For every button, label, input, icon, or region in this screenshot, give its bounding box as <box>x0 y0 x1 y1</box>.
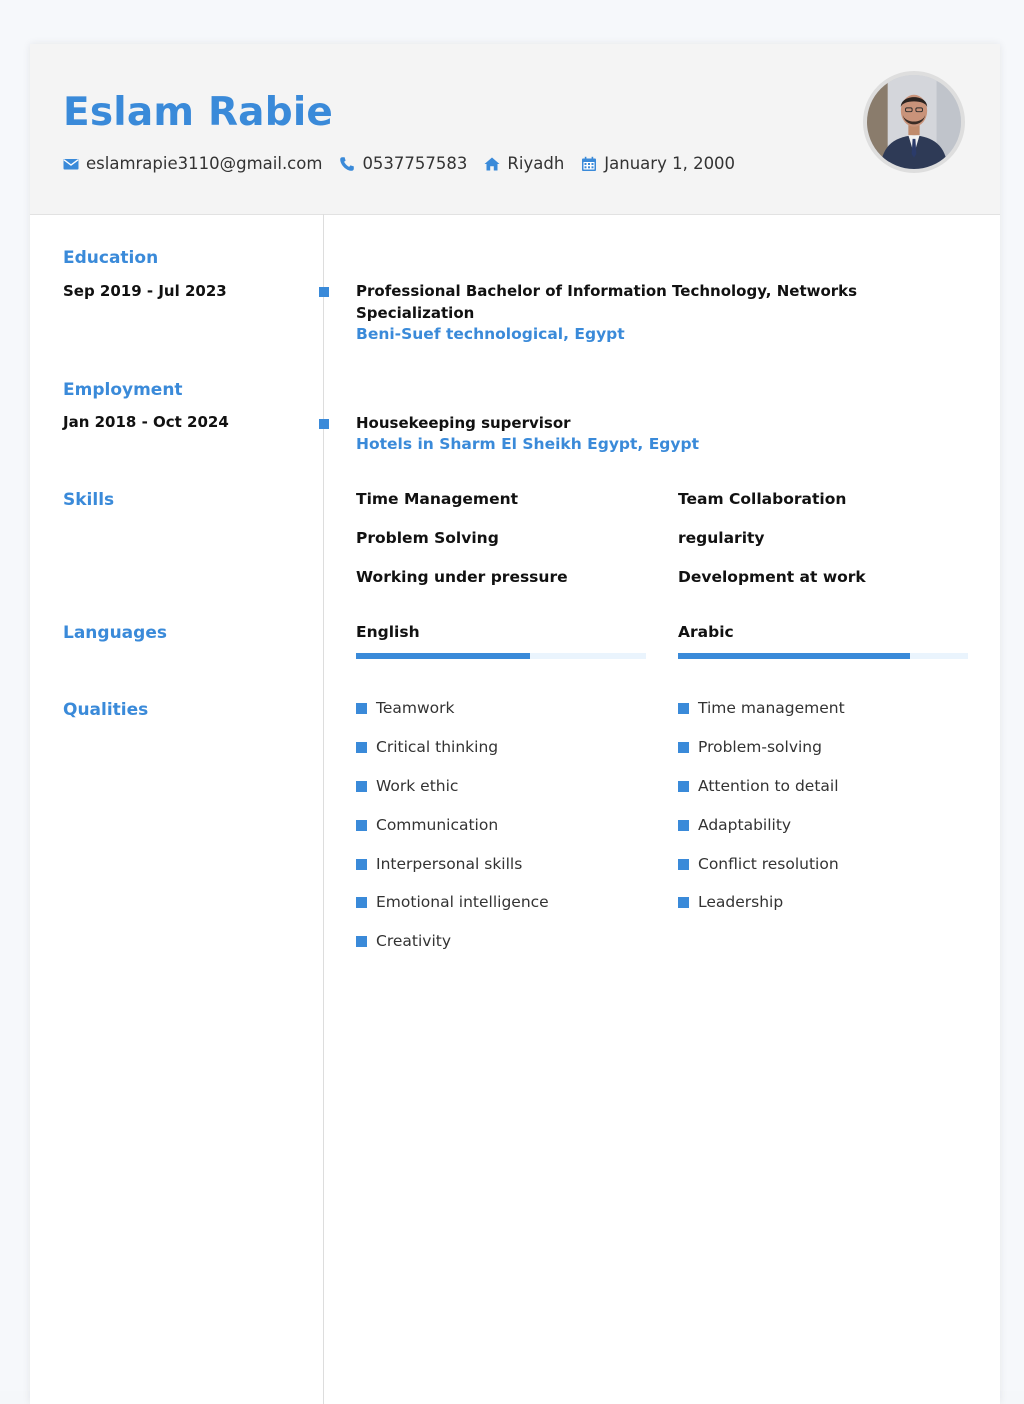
calendar-icon <box>581 156 597 172</box>
skill-item: Team Collaboration <box>678 490 847 508</box>
employment-heading: Employment <box>63 380 183 400</box>
email-text: eslamrapie3110@gmail.com <box>86 154 323 173</box>
quality-label: Leadership <box>698 893 784 911</box>
language-name: English <box>356 623 420 641</box>
language-level-bar <box>678 653 968 659</box>
employment-employer: Hotels in Sharm El Sheikh Egypt, Egypt <box>356 435 699 453</box>
bullet-square-icon <box>356 703 367 714</box>
bullet-square-icon <box>678 742 689 753</box>
quality-label: Teamwork <box>376 699 455 717</box>
phone-icon <box>339 156 355 172</box>
employment-date-range: Jan 2018 - Oct 2024 <box>63 413 229 431</box>
profile-photo <box>863 71 965 173</box>
skill-item: Working under pressure <box>356 568 568 586</box>
envelope-icon <box>63 156 79 172</box>
contact-location <box>484 154 564 173</box>
quality-label: Communication <box>376 816 499 834</box>
quality-label: Adaptability <box>698 816 792 834</box>
skill-item: Time Management <box>356 490 519 508</box>
employment-position: Housekeeping supervisor <box>356 414 571 432</box>
quality-label: Conflict resolution <box>698 855 839 873</box>
bullet-square-icon <box>678 859 689 870</box>
quality-label: Emotional intelligence <box>376 893 549 911</box>
education-heading: Education <box>63 248 159 268</box>
quality-label: Creativity <box>376 932 452 950</box>
bullet-square-icon <box>356 936 367 947</box>
quality-label: Time management <box>698 699 845 717</box>
quality-item <box>678 738 822 756</box>
bullet-square-icon <box>356 781 367 792</box>
home-icon <box>484 156 500 172</box>
language-level-fill <box>356 653 530 659</box>
column-divider <box>323 214 324 1404</box>
quality-label: Critical thinking <box>376 738 499 756</box>
bullet-square-icon <box>356 820 367 831</box>
languages-heading: Languages <box>63 623 167 643</box>
contact-email <box>63 154 322 173</box>
bullet-square-icon <box>678 703 689 714</box>
quality-item <box>678 699 845 717</box>
quality-item <box>356 893 549 911</box>
language-level-bar <box>356 653 646 659</box>
phone-text: 0537757583 <box>362 154 468 173</box>
quality-item <box>356 777 458 795</box>
bullet-square-icon <box>678 781 689 792</box>
contact-row <box>63 154 752 173</box>
bullet-square-icon <box>356 859 367 870</box>
skills-heading: Skills <box>63 490 115 510</box>
bullet-square-icon <box>356 897 367 908</box>
skill-item: regularity <box>678 529 765 547</box>
qualities-heading: Qualities <box>63 700 149 720</box>
contact-birth-date <box>581 154 735 173</box>
candidate-name: Eslam Rabie <box>63 90 334 135</box>
quality-label: Work ethic <box>376 777 459 795</box>
quality-item <box>678 777 839 795</box>
skill-item: Development at work <box>678 568 866 586</box>
language-level-fill <box>678 653 910 659</box>
quality-label: Attention to detail <box>698 777 839 795</box>
bullet-square-icon <box>356 742 367 753</box>
education-date-range: Sep 2019 - Jul 2023 <box>63 282 227 300</box>
bullet-square-icon <box>678 820 689 831</box>
quality-item <box>356 738 498 756</box>
quality-item <box>356 816 498 834</box>
resume-header <box>30 44 1000 215</box>
quality-label: Problem-solving <box>698 738 822 756</box>
education-marker <box>319 287 329 297</box>
quality-item <box>356 855 522 873</box>
quality-item <box>678 855 839 873</box>
resume-sheet <box>30 44 1000 1404</box>
education-degree: Professional Bachelor of Information Technology, Networks Specialization <box>356 282 858 322</box>
quality-item <box>356 699 454 717</box>
language-name: Arabic <box>678 623 734 641</box>
quality-label: Interpersonal skills <box>376 855 523 873</box>
skill-item: Problem Solving <box>356 529 499 547</box>
profile-photo-image <box>867 75 961 169</box>
employment-marker <box>319 419 329 429</box>
bullet-square-icon <box>678 897 689 908</box>
location-text: Riyadh <box>507 154 565 173</box>
quality-item <box>678 816 791 834</box>
birth-date-text: January 1, 2000 <box>604 154 736 173</box>
education-institution: Beni-Suef technological, Egypt <box>356 325 625 343</box>
contact-phone <box>339 154 467 173</box>
quality-item <box>356 932 451 950</box>
quality-item <box>678 893 783 911</box>
